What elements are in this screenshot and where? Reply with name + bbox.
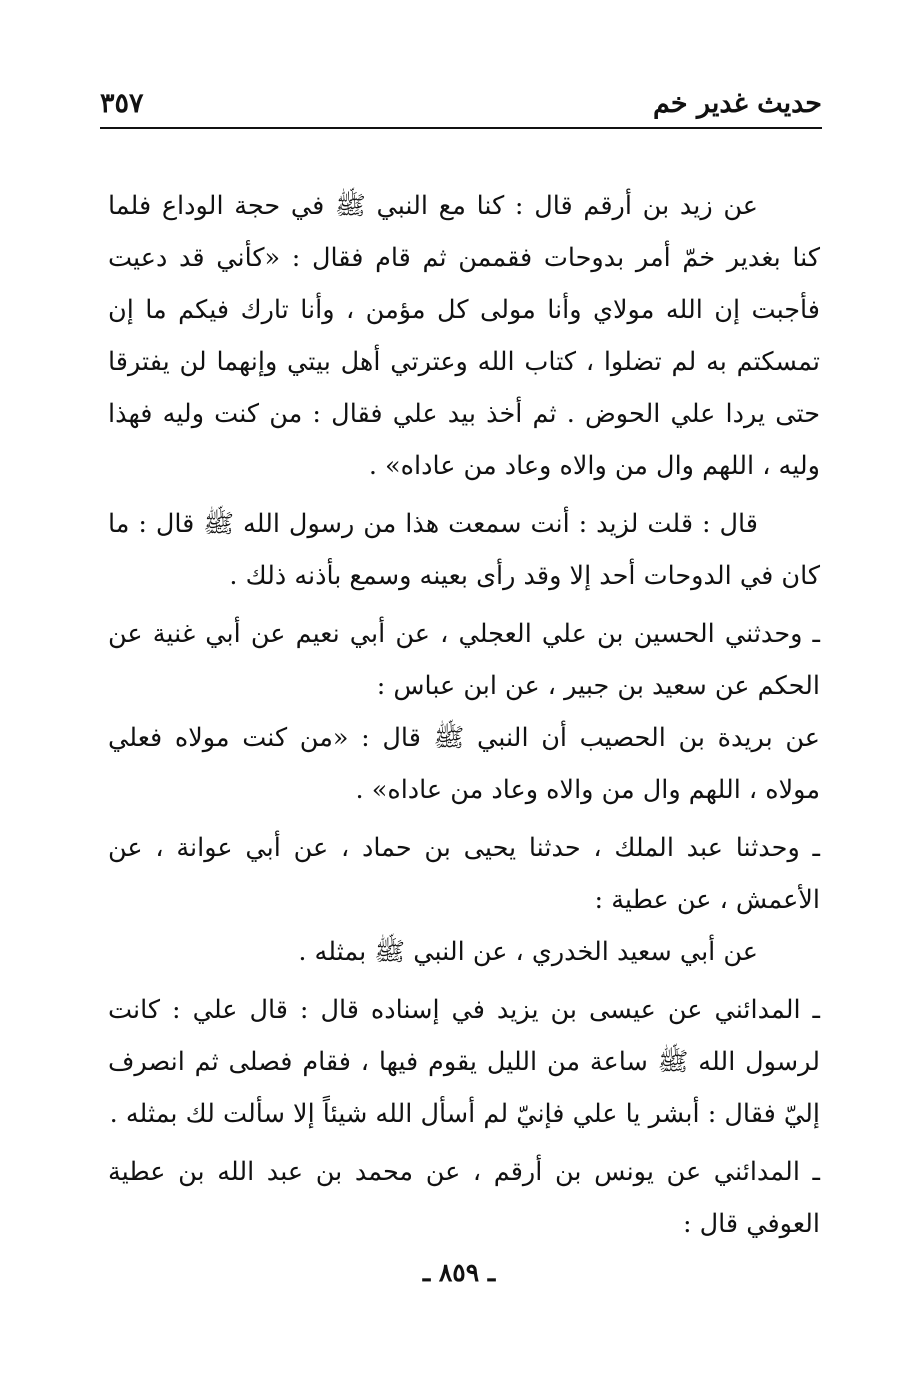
- paragraph-burayda-hadith: عن بريدة بن الحصيب أن النبي ﷺ قال : «من كنت مولاه فعلي مولاه ، اللهم وال من والاه وعاد من عاداه» .: [108, 723, 820, 805]
- paragraph-isnad-abdulmalik: ـ وحدثنا عبد الملك ، حدثنا يحيى بن حماد ، عن أبي عوانة ، عن الأعمش ، عن عطية :: [108, 833, 820, 915]
- paragraph-zayd-question: قال : قلت لزيد : أنت سمعت هذا من رسول الله ﷺ قال : ما كان في الدوحات أحد إلا وقد رأى بعينه وسمع بأذنه ذلك .: [108, 509, 820, 591]
- paragraph-abu-said: عن أبي سعيد الخدري ، عن النبي ﷺ بمثله .: [298, 937, 758, 967]
- paragraph-isnad-husayn: ـ وحدثني الحسين بن علي العجلي ، عن أبي نعيم عن أبي غنية عن الحكم عن سعيد بن جبير ، عن ابن عباس :: [108, 619, 820, 701]
- running-title: حديث غدير خم: [652, 88, 822, 119]
- paragraph-zayd-hadith: عن زيد بن أرقم قال : كنا مع النبي ﷺ في حجة الوداع فلما كنا بغدير خمّ أمر بدوحات فقممن ثم قام فقال : «كأني قد دعيت فأجبت إن الله مولاي وأنا مولى كل مؤمن ، وأنا تارك فيكم ما إن تمسكتم به لم تضلوا ، كتاب الله وعترتي أهل بيتي وإنهما لن يفترقا حتى يردا علي الحوض . ثم أخذ بيد علي فقال : من كنت وليه فهذا وليه ، اللهم وال من والاه وعاد من عاداه» .: [108, 191, 820, 481]
- paragraph-madaini-yunus: ـ المدائني عن يونس بن أرقم ، عن محمد بن عبد الله بن عطية العوفي قال :: [108, 1157, 820, 1239]
- page-number: ٣٥٧: [100, 88, 144, 119]
- body-text: [108, 180, 820, 1250]
- header-divider: [100, 127, 822, 129]
- running-header: [100, 78, 822, 128]
- folio-number: ـ ٨٥٩ ـ: [422, 1258, 496, 1287]
- paragraph-madaini-isa: ـ المدائني عن عيسى بن يزيد في إسناده قال : قال علي : كانت لرسول الله ﷺ ساعة من الليل يقوم فيها ، فقام فصلى ثم انصرف إليّ فقال : أبشر يا علي فإنيّ لم أسأل الله شيئاً إلا سألت لك بمثله .: [108, 995, 820, 1129]
